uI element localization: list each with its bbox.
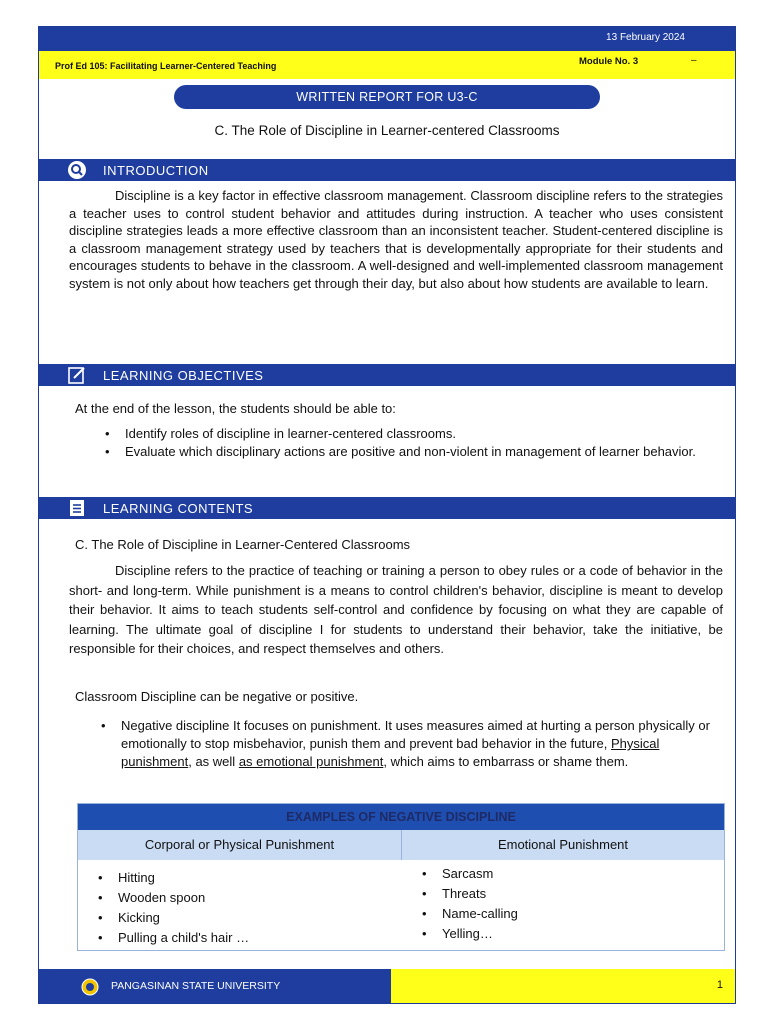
list-item: • Hitting: [92, 868, 392, 888]
list-item: • Kicking: [92, 908, 392, 928]
banner-dash: –: [691, 55, 697, 66]
emotional-punishment-list: [416, 864, 716, 944]
document-subtitle: C. The Role of Discipline in Learner-centered Classrooms: [214, 123, 560, 138]
column-header-emotional: Emotional Punishment: [402, 830, 724, 860]
report-title: WRITTEN REPORT FOR U3-C: [174, 85, 600, 109]
page-number: 1: [716, 979, 723, 991]
pencil-note-icon: [67, 365, 87, 385]
module-number: Module No. 3: [579, 56, 639, 67]
footer-blue-band: [39, 969, 391, 1003]
contents-title: LEARNING CONTENTS: [103, 501, 254, 516]
introduction-title: INTRODUCTION: [103, 163, 209, 178]
negative-discipline-table: [77, 803, 725, 951]
university-name: PANGASINAN STATE UNIVERSITY: [111, 980, 281, 992]
physical-punishment-list: [92, 868, 392, 948]
objectives-title: LEARNING OBJECTIVES: [103, 368, 264, 383]
negative-mid: , as well: [188, 754, 236, 769]
list-item: • Identify roles of discipline in learner-centered classrooms.: [99, 425, 727, 443]
negative-tail: , which aims to embarrass or shame them.: [383, 754, 629, 769]
top-banner: [39, 27, 735, 51]
introduction-text: Discipline is a key factor in effective classroom management. Classroom discipline refers to the strategies a teacher uses to control student behavior and attitudes during instruction. A teacher who uses consistent discipline strategies leads a more effective classroom than an inconsistent teacher. Student-centered discipline is a classroom management strategy used by teachers that is developmentally appropriate for their students and encourages students to behave in the classroom. A well-designed and well-implemented classroom management system is not only about how teachers get through their day, but also about how students are available to learn.: [69, 188, 723, 291]
university-seal-icon: [81, 978, 99, 996]
contents-paragraph-2: Classroom Discipline can be negative or positive.: [75, 689, 359, 704]
column-header-physical: Corporal or Physical Punishment: [78, 830, 402, 860]
negative-lead: Negative discipline It focuses on punishment. It uses measures aimed at hurting a person physically or emotionally to stop misbehavior, punish them and prevent bad behavior in the future,: [121, 718, 710, 751]
contents-header: [39, 497, 735, 519]
list-item: • Threats: [416, 884, 716, 904]
table-title: EXAMPLES OF NEGATIVE DISCIPLINE: [78, 804, 724, 830]
list-item: [95, 717, 727, 771]
course-title: Prof Ed 105: Facilitating Learner-Centered Teaching: [55, 61, 277, 71]
course-banner: [39, 51, 735, 79]
contents-paragraph: Discipline refers to the practice of teaching or training a person to obey rules or a code of behavior in the short- and long-term. While punishment is a means to control children's behavior, discipline is meant to develop their behavior. It aims to teach students self-control and confidence by focusing on what they are capable of learning. The ultimate goal of discipline I for students to understand their behavior, take the initiative, be responsible for their choices, and respect themselves and others.: [69, 563, 723, 656]
introduction-header: [39, 159, 735, 181]
list-item: • Wooden spoon: [92, 888, 392, 908]
list-item: • Sarcasm: [416, 864, 716, 884]
negative-discipline-list: [95, 717, 727, 771]
list-item: • Pulling a child's hair …: [92, 928, 392, 948]
page-footer: [39, 969, 735, 1003]
objectives-list: [99, 425, 727, 461]
objectives-header: [39, 364, 735, 386]
document-list-icon: [67, 498, 87, 518]
list-item: • Yelling…: [416, 924, 716, 944]
document-page: [38, 26, 736, 1004]
emotional-punishment-term: as emotional punishment: [238, 754, 384, 769]
list-item: • Evaluate which disciplinary actions are positive and non-violent in management of learner behavior.: [99, 443, 727, 461]
objectives-intro: At the end of the lesson, the students should be able to:: [75, 401, 396, 416]
physical-punishment-term: Physical punishment: [121, 736, 660, 769]
document-date: 13 February 2024: [606, 32, 685, 43]
contents-subheading: C. The Role of Discipline in Learner-Centered Classrooms: [75, 537, 411, 552]
list-item: • Name-calling: [416, 904, 716, 924]
magnifier-icon: [67, 160, 87, 180]
